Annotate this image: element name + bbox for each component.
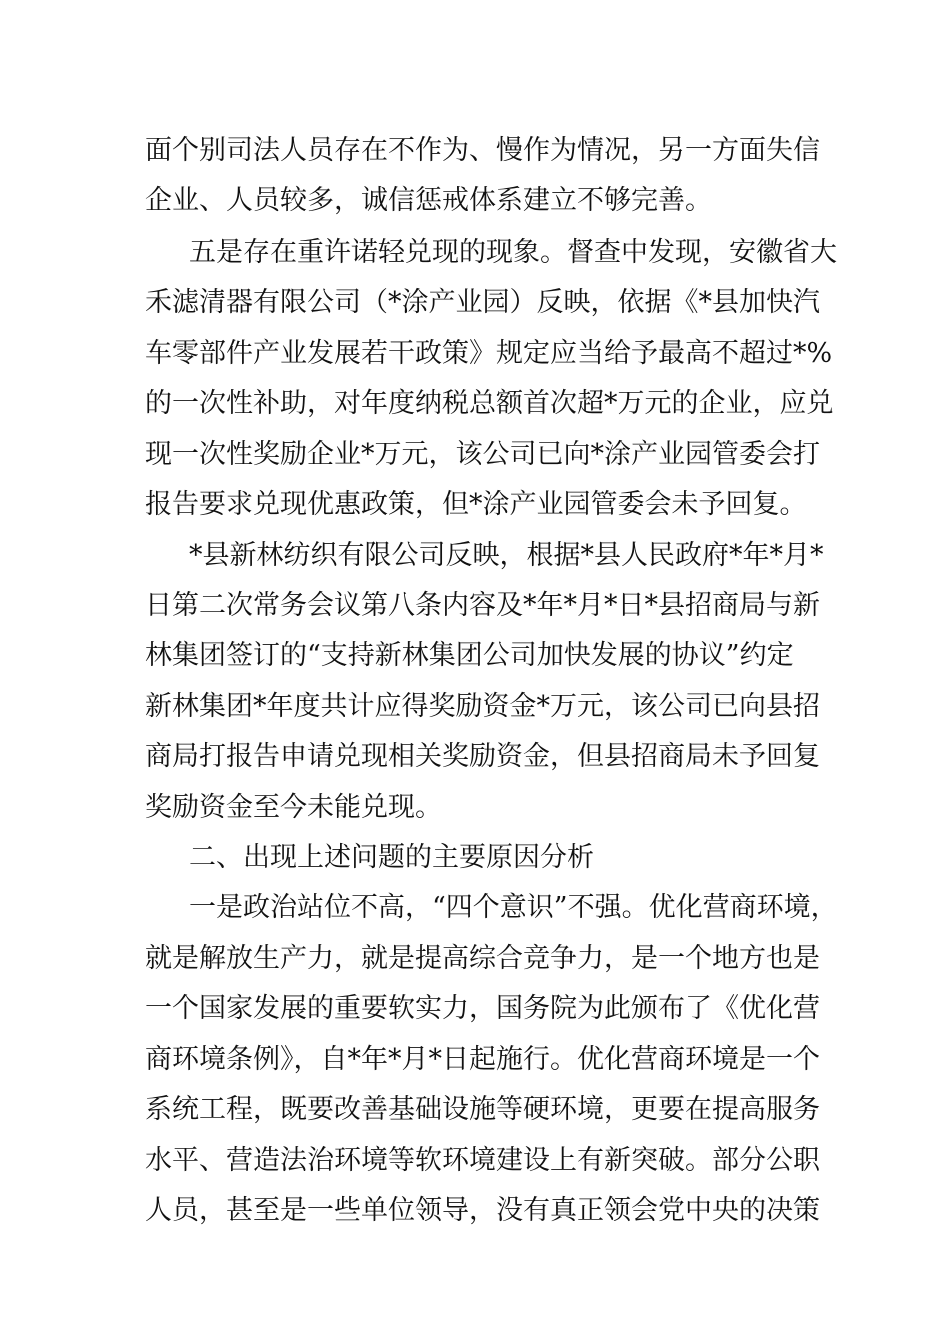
- section-heading: 二、出现上述问题的主要原因分析: [189, 842, 594, 873]
- text-line: 一个国家发展的重要软实力，国务院为此颁布了《优化营: [145, 993, 820, 1024]
- text-line: 企业、人员较多，诚信惩戒体系建立不够完善。: [145, 185, 712, 216]
- paragraph-first-line: 一是政治站位不高，“四个意识”不强。优化营商环境，: [189, 892, 838, 923]
- text-line: 禾滤清器有限公司（*涂产业园）反映，依据《*县加快汽: [145, 287, 820, 318]
- text-line: 的一次性补助，对年度纳税总额首次超*万元的企业，应兑: [145, 388, 834, 419]
- text-line: 就是解放生产力，就是提高综合竞争力，是一个地方也是: [145, 943, 820, 974]
- text-line: 新林集团*年度共计应得奖励资金*万元，该公司已向县招: [145, 691, 820, 722]
- text-line: 车零部件产业发展若干政策》规定应当给予最高不超过*%: [145, 338, 833, 369]
- text-line: 面个别司法人员存在不作为、慢作为情况，另一方面失信: [145, 135, 820, 166]
- text-line: 水平、营造法治环境等软环境建设上有新突破。部分公职: [145, 1145, 820, 1176]
- text-line: 奖励资金至今未能兑现。: [145, 792, 442, 823]
- text-line: 人员，甚至是一些单位领导，没有真正领会党中央的决策: [145, 1195, 820, 1226]
- text-line: 日第二次常务会议第八条内容及*年*月*日*县招商局与新: [145, 590, 820, 621]
- paragraph-first-line: *县新林纺织有限公司反映，根据*县人民政府*年*月*: [189, 540, 824, 571]
- text-line: 商局打报告申请兑现相关奖励资金，但县招商局未予回复: [145, 741, 820, 772]
- text-line: 报告要求兑现优惠政策，但*涂产业园管委会未予回复。: [145, 489, 807, 520]
- paragraph-first-line: 五是存在重许诺轻兑现的现象。督查中发现，安徽省大: [189, 237, 837, 268]
- text-line: 现一次性奖励企业*万元，该公司已向*涂产业园管委会打: [145, 439, 820, 470]
- text-line: 商环境条例》，自*年*月*日起施行。优化营商环境是一个: [145, 1044, 820, 1075]
- text-line: 系统工程，既要改善基础设施等硬环境，更要在提高服务: [145, 1094, 820, 1125]
- text-line: 林集团签订的“支持新林集团公司加快发展的协议”约定: [145, 640, 794, 671]
